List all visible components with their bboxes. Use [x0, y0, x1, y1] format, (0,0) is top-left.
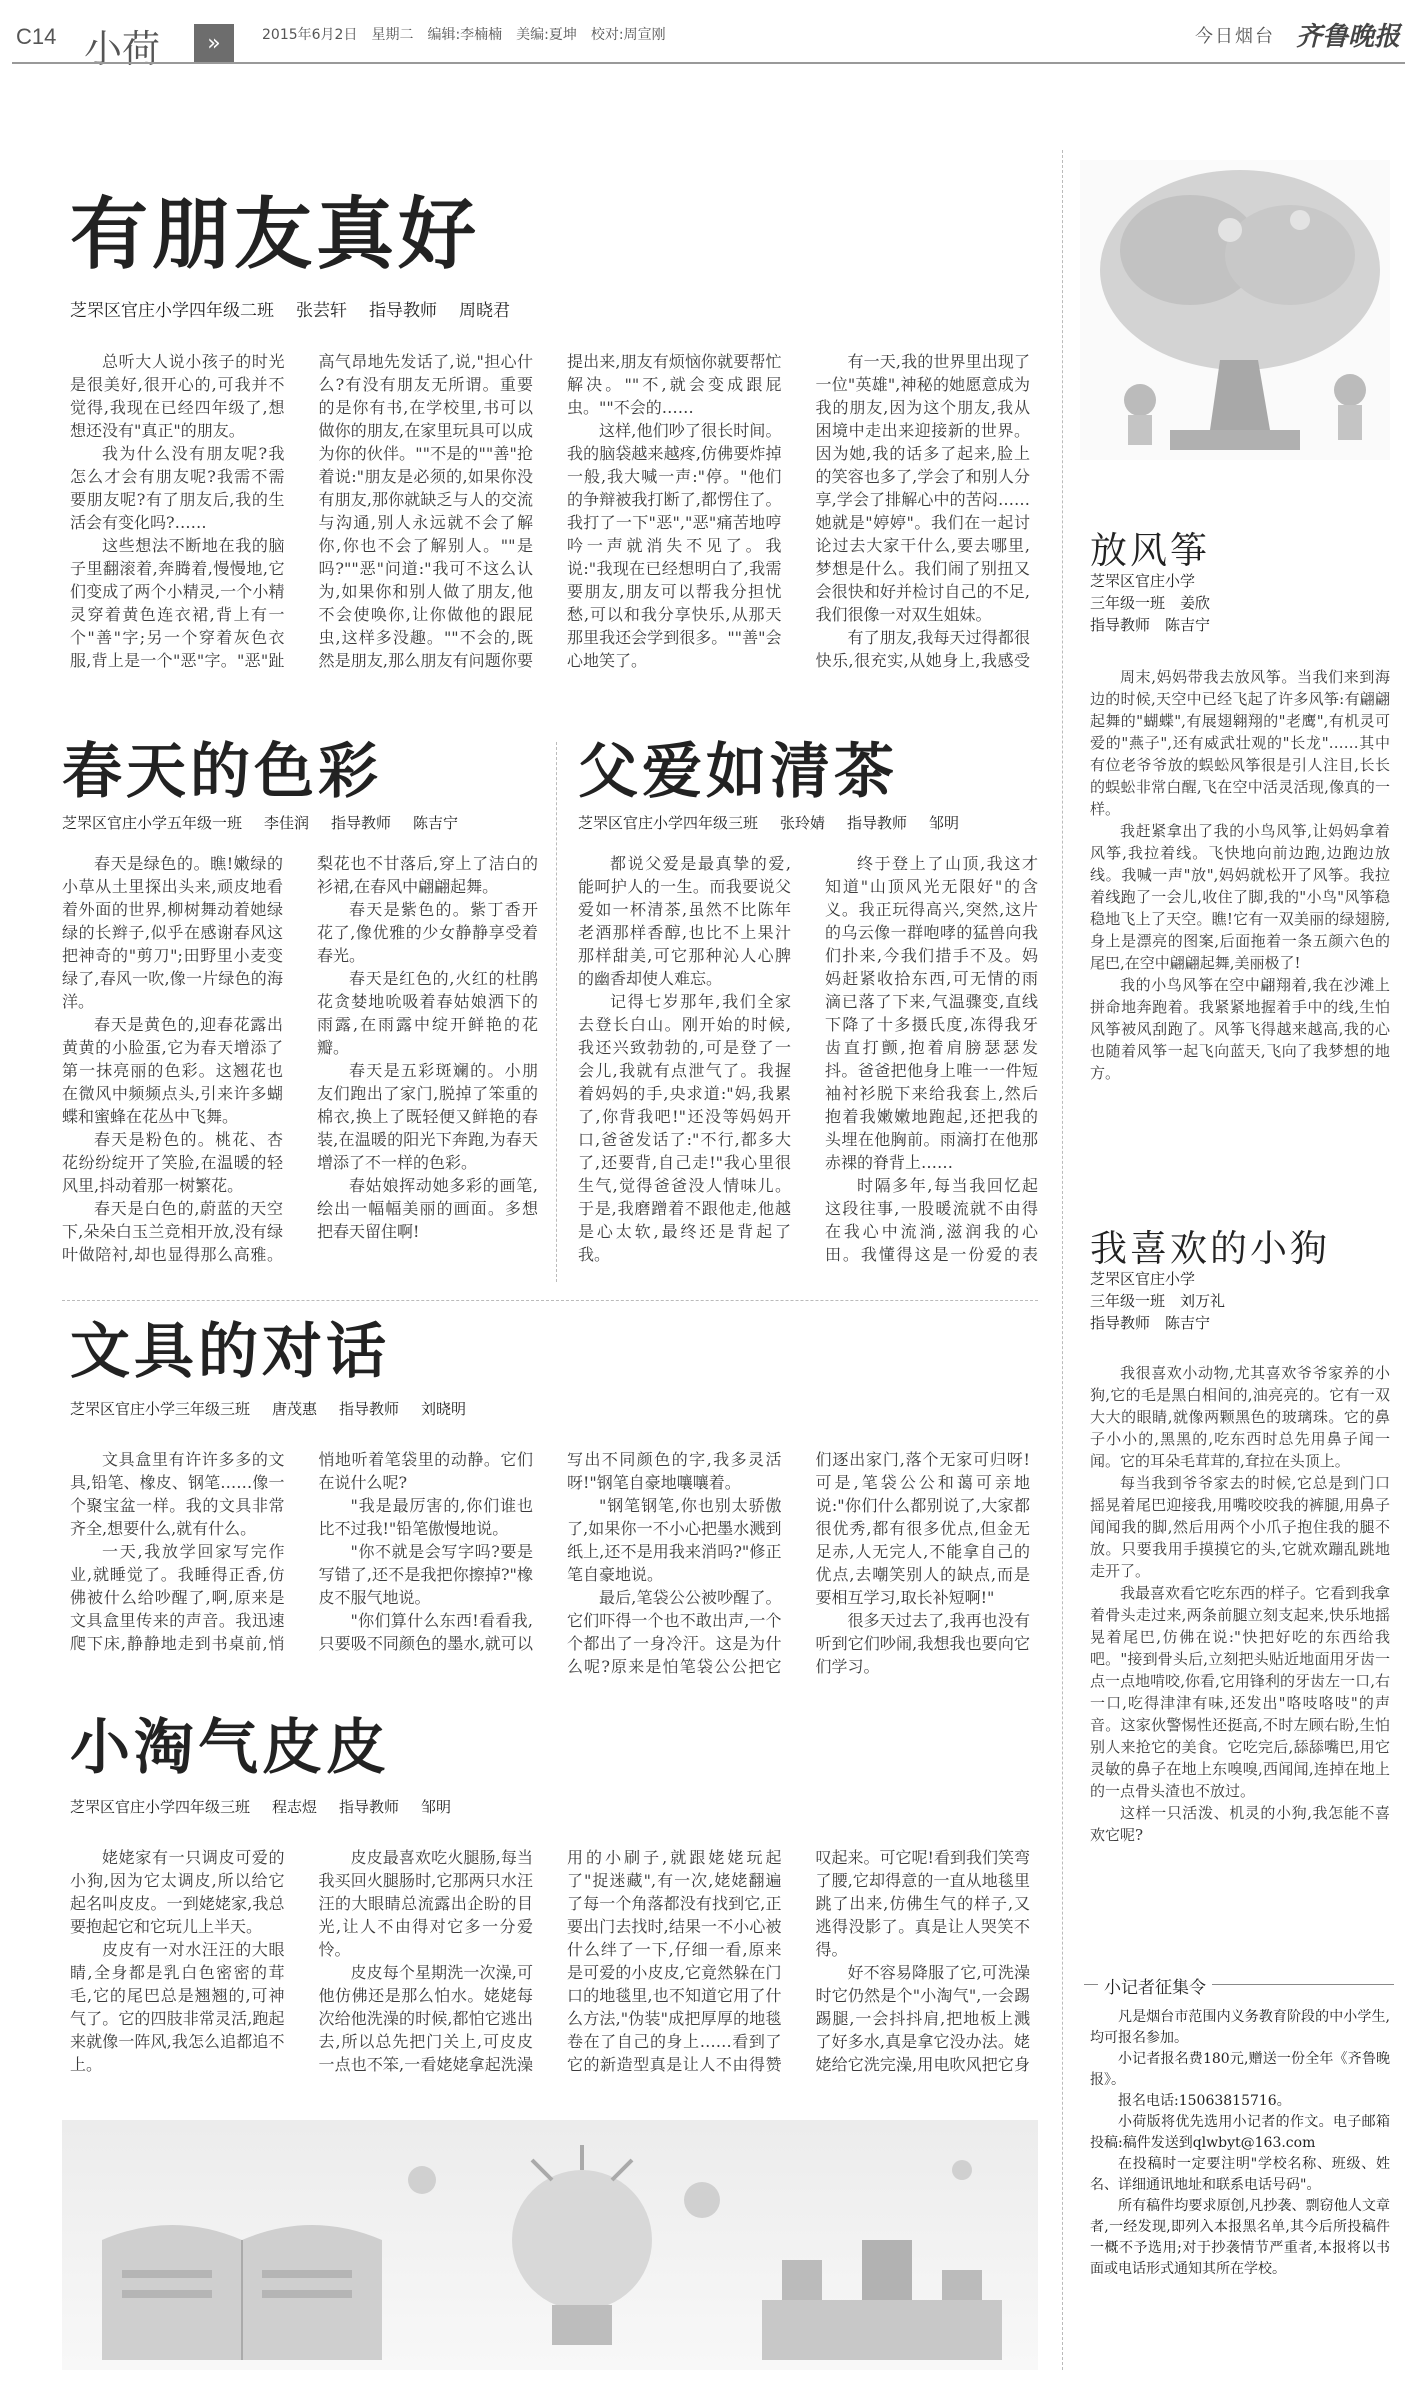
author-school: 芝罘区官庄小学: [1090, 572, 1196, 590]
teacher-label: 指导教师: [1090, 1314, 1151, 1332]
article-body: [70, 1448, 1030, 1678]
teacher-name: 邹明: [929, 814, 960, 832]
books-lightbulb-illustration: [62, 2120, 1038, 2370]
paragraph: "钢笔钢笔,你也别太骄傲了,如果你一不小心把墨水溅到纸上,还不是用我来消吗?"修正笔自豪地说。: [567, 1496, 782, 1584]
section-name: 小荷: [84, 27, 161, 71]
paragraph: "我是最厉害的,你们谁也比不过我!"铅笔傲慢地说。: [318, 1496, 533, 1538]
article-byline: [70, 1398, 488, 1419]
article-byline: [70, 296, 532, 321]
teacher-label: 指导教师: [369, 301, 437, 321]
paragraph: 这样,他们吵了很长时间。我的脑袋越来越疼,仿佛要炸掉一般,我大喊一声:"停。"他们的争辩被我打断了,都愣住了。我打了一下"恶","恶"痛苦地哼吟一声就消失不见了。我说:"我现在已经想明白了,我需要朋友,朋友可以帮我分担忧愁,可以和我分享快乐,从那天那里我还会学到很多。""善"会心地笑了。: [567, 421, 782, 670]
paragraph: 春天是黄色的,迎春花露出黄黄的小脸蛋,它为春天增添了第一抹亮丽的色彩。这翘花也在微风中频频点头,引来许多蝴蝶和蜜蜂在花丛中飞舞。: [62, 1015, 283, 1126]
paragraph: 每当我到爷爷家去的时候,它总是到门口摇晃着尾巴迎接我,用嘴咬咬我的裤腿,用鼻子闻闻我的脚,然后用两个小爪子抱住我的腿不放。只要我用手摸摸它的头,它就欢蹦乱跳地走开了。: [1090, 1474, 1390, 1580]
teacher-name: 邹明: [421, 1798, 452, 1816]
sidebar-article-body: [1090, 666, 1390, 1186]
paragraph: 终于登上了山顶,我这才知道"山顶风光无限好"的含义。我正玩得高兴,突然,这片的乌云像一群咆哮的猛兽向我们扑来,今我们措手不及。妈妈赶紧收拾东西,可无情的雨滴已落了下来,气温骤变,直线下降了十多摄氏度,冻得我牙齿直打颤,抱着肩膀瑟瑟发抖。爸爸把他身上唯一一件短袖衬衫脱下来给我套上,然后抱着我嫩嫩地跑起,还把我的头埋在他胸前。雨滴打在他那赤裸的脊背上……: [825, 854, 1038, 1172]
paragraph: 文具盒里有许许多多的文具,铅笔、橡皮、钢笔……像一个聚宝盆一样。我的文具非常齐全,想要什么,就有什么。: [70, 1450, 285, 1538]
author-name: 程志煜: [272, 1798, 318, 1816]
author-school: 芝罘区官庄小学四年级三班: [578, 814, 759, 832]
paragraph: 这些想法不断地在我的脑子里翻滚着,奔腾着,慢慢地,它们变成了两个小精灵,一个小精灵穿着黄色连衣裙,背上有一个"善"字;另一个穿着灰色衣服,背上是一个"恶"字。"恶"趾高气昂地先发话了,说,"担心什么?有没有朋友无所谓。重要的是你有书,在学校里,书可以做你的朋友,在家里玩具可以成为你的伙伴。""不是的""善"抢着说:"朋友是必须的,如果你没有朋友,那你就缺乏与人的交流与沟通,别人永远就不会了解你,你也不会了解别人。""是吗?""恶"问道:"我可不这么认为,如果你和别人做了朋友,他不会使唤你,让你做他的跟屁虫,这样多没趣。""不会的,既然是朋友,那么朋友有问题你要提出来,朋友有烦恼你就要帮忙解决。""不,就会变成跟屁虫。""不会的……: [70, 352, 782, 670]
sidebar-article-body: [1090, 1362, 1390, 1962]
author-name: 张玲婧: [780, 814, 826, 832]
page-header: [0, 0, 1417, 70]
teacher-name: 陈吉宁: [1165, 1314, 1211, 1332]
paragraph: 春天是红色的,火红的杜鹃花贪婪地吮吸着春姑娘洒下的雨露,在雨露中绽开鲜艳的花瓣。: [317, 969, 538, 1057]
author-name: 张芸轩: [296, 301, 347, 321]
notice-paragraph: 所有稿件均要求原创,凡抄袭、剽窃他人文章者,一经发现,即列入本报黑名单,其今后所投稿件一概不予选用;对于抄袭情节严重者,本报将以书面或电话形式通知其所在学校。: [1090, 2198, 1390, 2277]
paragraph: 春天是粉色的。桃花、杏花纷纷绽开了笑脸,在温暖的轻风里,抖动着那一树繁花。: [62, 1130, 283, 1195]
article-body: [62, 852, 538, 1282]
paragraph: 我赶紧拿出了我的小鸟风筝,让妈妈拿着风筝,我拉着线。飞快地向前边跑,边跑边放线。我喊一声"放",妈妈就松开了风筝。我拉着线跑了一会儿,收住了脚,我的"小鸟"风筝稳稳地飞上了天空。瞧!它有一双美丽的绿翅膀,身上是漂亮的图案,后面拖着一条五颜六色的尾巴,在空中翩翩起舞,美丽极了!: [1090, 822, 1390, 972]
paragraph: 有了朋友,我每天过得都很快乐,很充实,从她身上,我感受: [815, 628, 1030, 670]
notice-body: [1090, 2007, 1390, 2367]
paragraph: 很多天过去了,我再也没有听到它们吵闹,我想我也要向它们学习。: [815, 1611, 1030, 1676]
paragraph: 周末,妈妈带我去放风筝。当我们来到海边的时候,天空中已经飞起了许多风筝:有翩翩起舞的"蝴蝶",有展翅翱翔的"老鹰",有机灵可爱的"燕子",还有威武壮观的"长龙"……其中有位老爷爷放的蜈蚣风筝很是引人注目,长长的蜈蚣非常白醒,飞在空中活灵活现,像真的一样。: [1090, 668, 1390, 818]
article-body: [70, 350, 1030, 690]
paragraph: 皮皮每个星期洗一次澡,可他仿佛还是那么怕水。姥姥每次给他洗澡的时候,都怕它逃出去,所以总先把门关上,可皮皮一点也不笨,一看姥姥拿起洗澡用的小刷子,就跟姥姥玩起了"捉迷藏",有一次,姥姥翻遍了每一个角落都没有找到它,正要出门去找时,结果一不小心被什么绊了一下,仔细一看,原来是可爱的小皮皮,它竟然躲在门口的地毯里,也不知道它用了什么方法,"伪装"成把厚厚的地毯卷在了自己的身上……看到了它的新造型真是让人不由得赞叹起来。可它呢!看到我们笑弯了腰,它却得意的一直从地毯里跳了出来,仿佛生气的样子,又逃得没影了。真是让人哭笑不得。: [318, 1848, 1030, 2074]
paragraph: 时隔多年,每当我回忆起这段往事,一股暖流就不由得在我心中流淌,滋润我的心田。我懂得这是一份爱的表: [825, 1176, 1038, 1264]
notice-title: 小记者征集令: [1098, 1973, 1212, 1998]
article-body: [70, 1846, 1030, 2096]
teacher-label: 指导教师: [331, 814, 392, 832]
paragraph: 皮皮最喜欢吃火腿肠,每当我买回火腿肠时,它那两只水汪汪的大眼睛总流露出企盼的目光,让人不由得对它多一分爱怜。: [318, 1848, 533, 1959]
teacher-name: 周晓君: [459, 301, 510, 321]
page-number: C14: [16, 24, 57, 49]
column-divider: [556, 742, 557, 1282]
article-title: 父爱如清茶: [578, 737, 898, 807]
paragraph: 我最喜欢看它吃东西的样子。它看到我拿着骨头走过来,两条前腿立刻支起来,快乐地摇晃着尾巴,仿佛在说:"快把好吃的东西给我吧。"接到骨头后,立刻把头贴近地面用牙齿一点一点地啃咬,你看,它用锋利的牙齿左一口,右一口,吃得津津有味,还发出"咯吱咯吱"的声音。这家伙警惕性还挺高,不时左顾右盼,生怕别人来抢它的美食。它吃完后,舔舔嘴巴,用它灵敏的鼻子在地上东嗅嗅,西闻闻,连掉在地上的一点骨头渣也不放过。: [1090, 1584, 1390, 1800]
author-school: 芝罘区官庄小学四年级二班: [70, 301, 274, 321]
article-title: 小淘气皮皮: [70, 1713, 390, 1783]
author-school: 芝罘区官庄小学四年级三班: [70, 1798, 251, 1816]
paragraph: 姥姥家有一只调皮可爱的小狗,因为它太调皮,所以给它起名叫皮皮。一到姥姥家,我总要抱起它和它玩儿上半天。: [70, 1848, 285, 1936]
sidebar-byline: [1090, 570, 1210, 636]
sidebar-divider: [1062, 150, 1063, 2370]
notice-box: [1084, 1978, 1394, 2370]
paragraph: 我很喜欢小动物,尤其喜欢爷爷家养的小狗,它的毛是黑白相间的,油亮亮的。它有一双大大的眼睛,就像两颗黑色的玻璃珠。它的鼻子小小的,黑黑的,吃东西时总先用鼻子闻一闻。它的耳朵毛茸茸的,耷拉在头顶上。: [1090, 1364, 1390, 1470]
author-name: 姜欣: [1180, 594, 1211, 612]
sidebar-article-title: 放风筝: [1090, 529, 1210, 572]
article-title: 有朋友真好: [70, 190, 481, 280]
author-name: 唐茂惠: [272, 1400, 318, 1418]
teacher-name: 陈吉宁: [413, 814, 459, 832]
author-class: 三年级一班: [1090, 594, 1166, 612]
notice-paragraph: 小荷版将优先选用小记者的作文。电子邮箱投稿:稿件发送到qlwbyt@163.com: [1090, 2114, 1390, 2151]
teacher-name: 陈吉宁: [1165, 616, 1211, 634]
notice-paragraph: 小记者报名费180元,赠送一份全年《齐鲁晚报》。: [1090, 2051, 1390, 2088]
paragraph: 皮皮有一对水汪汪的大眼睛,全身都是乳白色密密的茸毛,它的尾巴总是翘翘的,可神气了。它的四肢非常灵活,跑起来就像一阵风,我怎么追都追不上。: [70, 1940, 285, 2074]
paragraph: 最后,笔袋公公被吵醒了。它们吓得一个也不敢出声,一个个都出了一身冷汗。这是为什么呢?原来是怕笔袋公公把它们逐出家门,落个无家可归呀!可是,笔袋公公和蔼可亲地说:"你们什么都别说了,大家都很优秀,都有很多优点,但金无足赤,人无完人,不能拿自己的优点,去嘲笑别人的缺点,而是要相互学习,取长补短啊!": [567, 1450, 1030, 1676]
article-byline: [70, 1796, 473, 1817]
author-school: 芝罘区官庄小学三年级三班: [70, 1400, 251, 1418]
paragraph: 一天,我放学回家写完作业,就睡觉了。我睡得正香,仿佛被什么给吵醒了,啊,原来是文具盒里传来的声音。我迅速爬下床,静静地走到书桌前,悄悄地听着笔袋里的动静。它们在说什么呢?: [70, 1450, 533, 1653]
teacher-label: 指导教师: [339, 1798, 400, 1816]
tree-illustration: [1080, 160, 1390, 460]
paragraph: 好不容易降服了它,可洗澡时它仍然是个"小淘气",一会踢踢腿,一会抖抖肩,把地板上溅了好多水,真是拿它没办法。姥姥给它洗完澡,用电吹风把它身: [815, 1963, 1030, 2074]
paragraph: 春姑娘挥动她多彩的画笔,绘出一幅幅美丽的画面。多想把春天留住啊!: [317, 1176, 538, 1241]
notice-paragraph: 在投稿时一定要注明"学校名称、班级、姓名、详细通讯地址和联系电话号码"。: [1090, 2156, 1390, 2193]
teacher-label: 指导教师: [847, 814, 908, 832]
paragraph: "你不就是会写字吗?要是写错了,还不是我把你擦掉?"橡皮不服气地说。: [318, 1542, 533, 1607]
author-school: 芝罘区官庄小学五年级一班: [62, 814, 243, 832]
section-divider: [62, 1300, 1038, 1301]
header-right: 今日烟台: [1195, 26, 1275, 47]
chevron-icon: »: [194, 24, 234, 64]
paragraph: 我的小鸟风筝在空中翩翔着,我在沙滩上拼命地奔跑着。我紧紧地握着手中的线,生怕风筝被风刮跑了。风筝飞得越来越高,我的心也随着风筝一起飞向蓝天,飞向了我梦想的地方。: [1090, 976, 1390, 1082]
tree-reading-illustration: [1080, 160, 1390, 460]
paragraph: 这样一只活泼、机灵的小狗,我怎能不喜欢它呢?: [1090, 1804, 1390, 1844]
sidebar-article-title: 我喜欢的小狗: [1090, 1227, 1330, 1270]
author-class: 三年级一班: [1090, 1292, 1166, 1310]
article-title: 春天的色彩: [62, 737, 382, 807]
teacher-name: 刘晓明: [421, 1400, 467, 1418]
notice-paragraph: 报名电话:15063815716。: [1118, 2093, 1291, 2109]
article-title: 文具的对话: [70, 1317, 390, 1387]
teacher-label: 指导教师: [339, 1400, 400, 1418]
paragraph: 有一天,我的世界里出现了一位"英雄",神秘的她愿意成为我的朋友,因为这个朋友,我从困境中走出来迎接新的世界。因为她,我的话多了起来,脸上的笑容也多了,学会了和别人分享,学会了排解心中的苦闷……她就是"婷婷"。我们在一起讨论过去大家干什么,要去哪里,梦想是什么。我们闹了别扭又会很快和好并检讨自己的不足,我们很像一对双生姐妹。: [815, 352, 1030, 624]
article-body: [578, 852, 1038, 1282]
article-byline: [62, 812, 480, 833]
paragraph: 春天是五彩斑斓的。小朋友们跑出了家门,脱掉了笨重的棉衣,换上了既轻便又鲜艳的春装,在温暖的阳光下奔跑,为春天增添了不一样的色彩。: [317, 1061, 538, 1172]
bottom-illustration: [62, 2120, 1038, 2370]
article-byline: [578, 812, 981, 833]
paragraph: 记得七岁那年,我们全家去登长白山。刚开始的时候,我还兴致勃勃的,可是登了一会儿,我就有点泄气了。我握着妈妈的手,央求道:"妈,我累了,你背我吧!"还没等妈妈开口,爸爸发话了:"不行,都多大了,还要背,自己走!"我心里很生气,觉得爸爸没人情味儿。于是,我磨蹭着不跟他走,他越是心太软,最终还是背起了我。: [578, 992, 791, 1264]
paragraph: 总听大人说小孩子的时光是很美好,很开心的,可我并不觉得,我现在已经四年级了,想想还没有"真正"的朋友。: [70, 352, 285, 440]
notice-paragraph: 凡是烟台市范围内义务教育阶段的中小学生,均可报名参加。: [1090, 2009, 1390, 2046]
paragraph: 春天是白色的,蔚蓝的天空下,朵朵白玉兰竞相开放,没有绿叶做陪衬,却也显得那么高雅。梨花也不甘落后,穿上了洁白的衫裙,在春风中翩翩起舞。: [62, 854, 538, 1264]
header-rule: [12, 62, 1405, 64]
paragraph: "你们算什么东西!看看我,只要吸不同颜色的墨水,就可以写出不同颜色的字,我多灵活呀!"钢笔自豪地嚷嚷着。: [318, 1450, 782, 1653]
teacher-label: 指导教师: [1090, 616, 1151, 634]
paragraph: 我为什么没有朋友呢?我怎么才会有朋友呢?我需不需要朋友呢?有了朋友后,我的生活会有变化吗?……: [70, 444, 285, 532]
author-school: 芝罘区官庄小学: [1090, 1270, 1196, 1288]
paragraph: 都说父爱是最真挚的爱,能呵护人的一生。而我要说父爱如一杯清茶,虽然不比陈年老酒那样香醇,也比不上果汁那样甜美,可它那种沁人心脾的幽香却使人难忘。: [578, 854, 791, 988]
sidebar-byline: [1090, 1268, 1225, 1334]
newspaper-logo: 齐鲁晚报: [1296, 22, 1401, 52]
author-name: 李佳润: [264, 814, 310, 832]
paragraph: 春天是绿色的。瞧!嫩绿的小草从土里探出头来,顽皮地看着外面的世界,柳树舞动着她绿绿的长辫子,似乎在感谢春风这把神奇的"剪刀";田野里小麦变绿了,春风一吹,像一片绿色的海洋。: [62, 854, 283, 1011]
header-meta: 2015年6月2日 星期二 编辑:李楠楠 美编:夏坤 校对:周宣刚: [262, 27, 666, 43]
author-name: 刘万礼: [1180, 1292, 1226, 1310]
paragraph: 春天是紫色的。紫丁香开花了,像优雅的少女静静享受着春光。: [317, 900, 538, 965]
